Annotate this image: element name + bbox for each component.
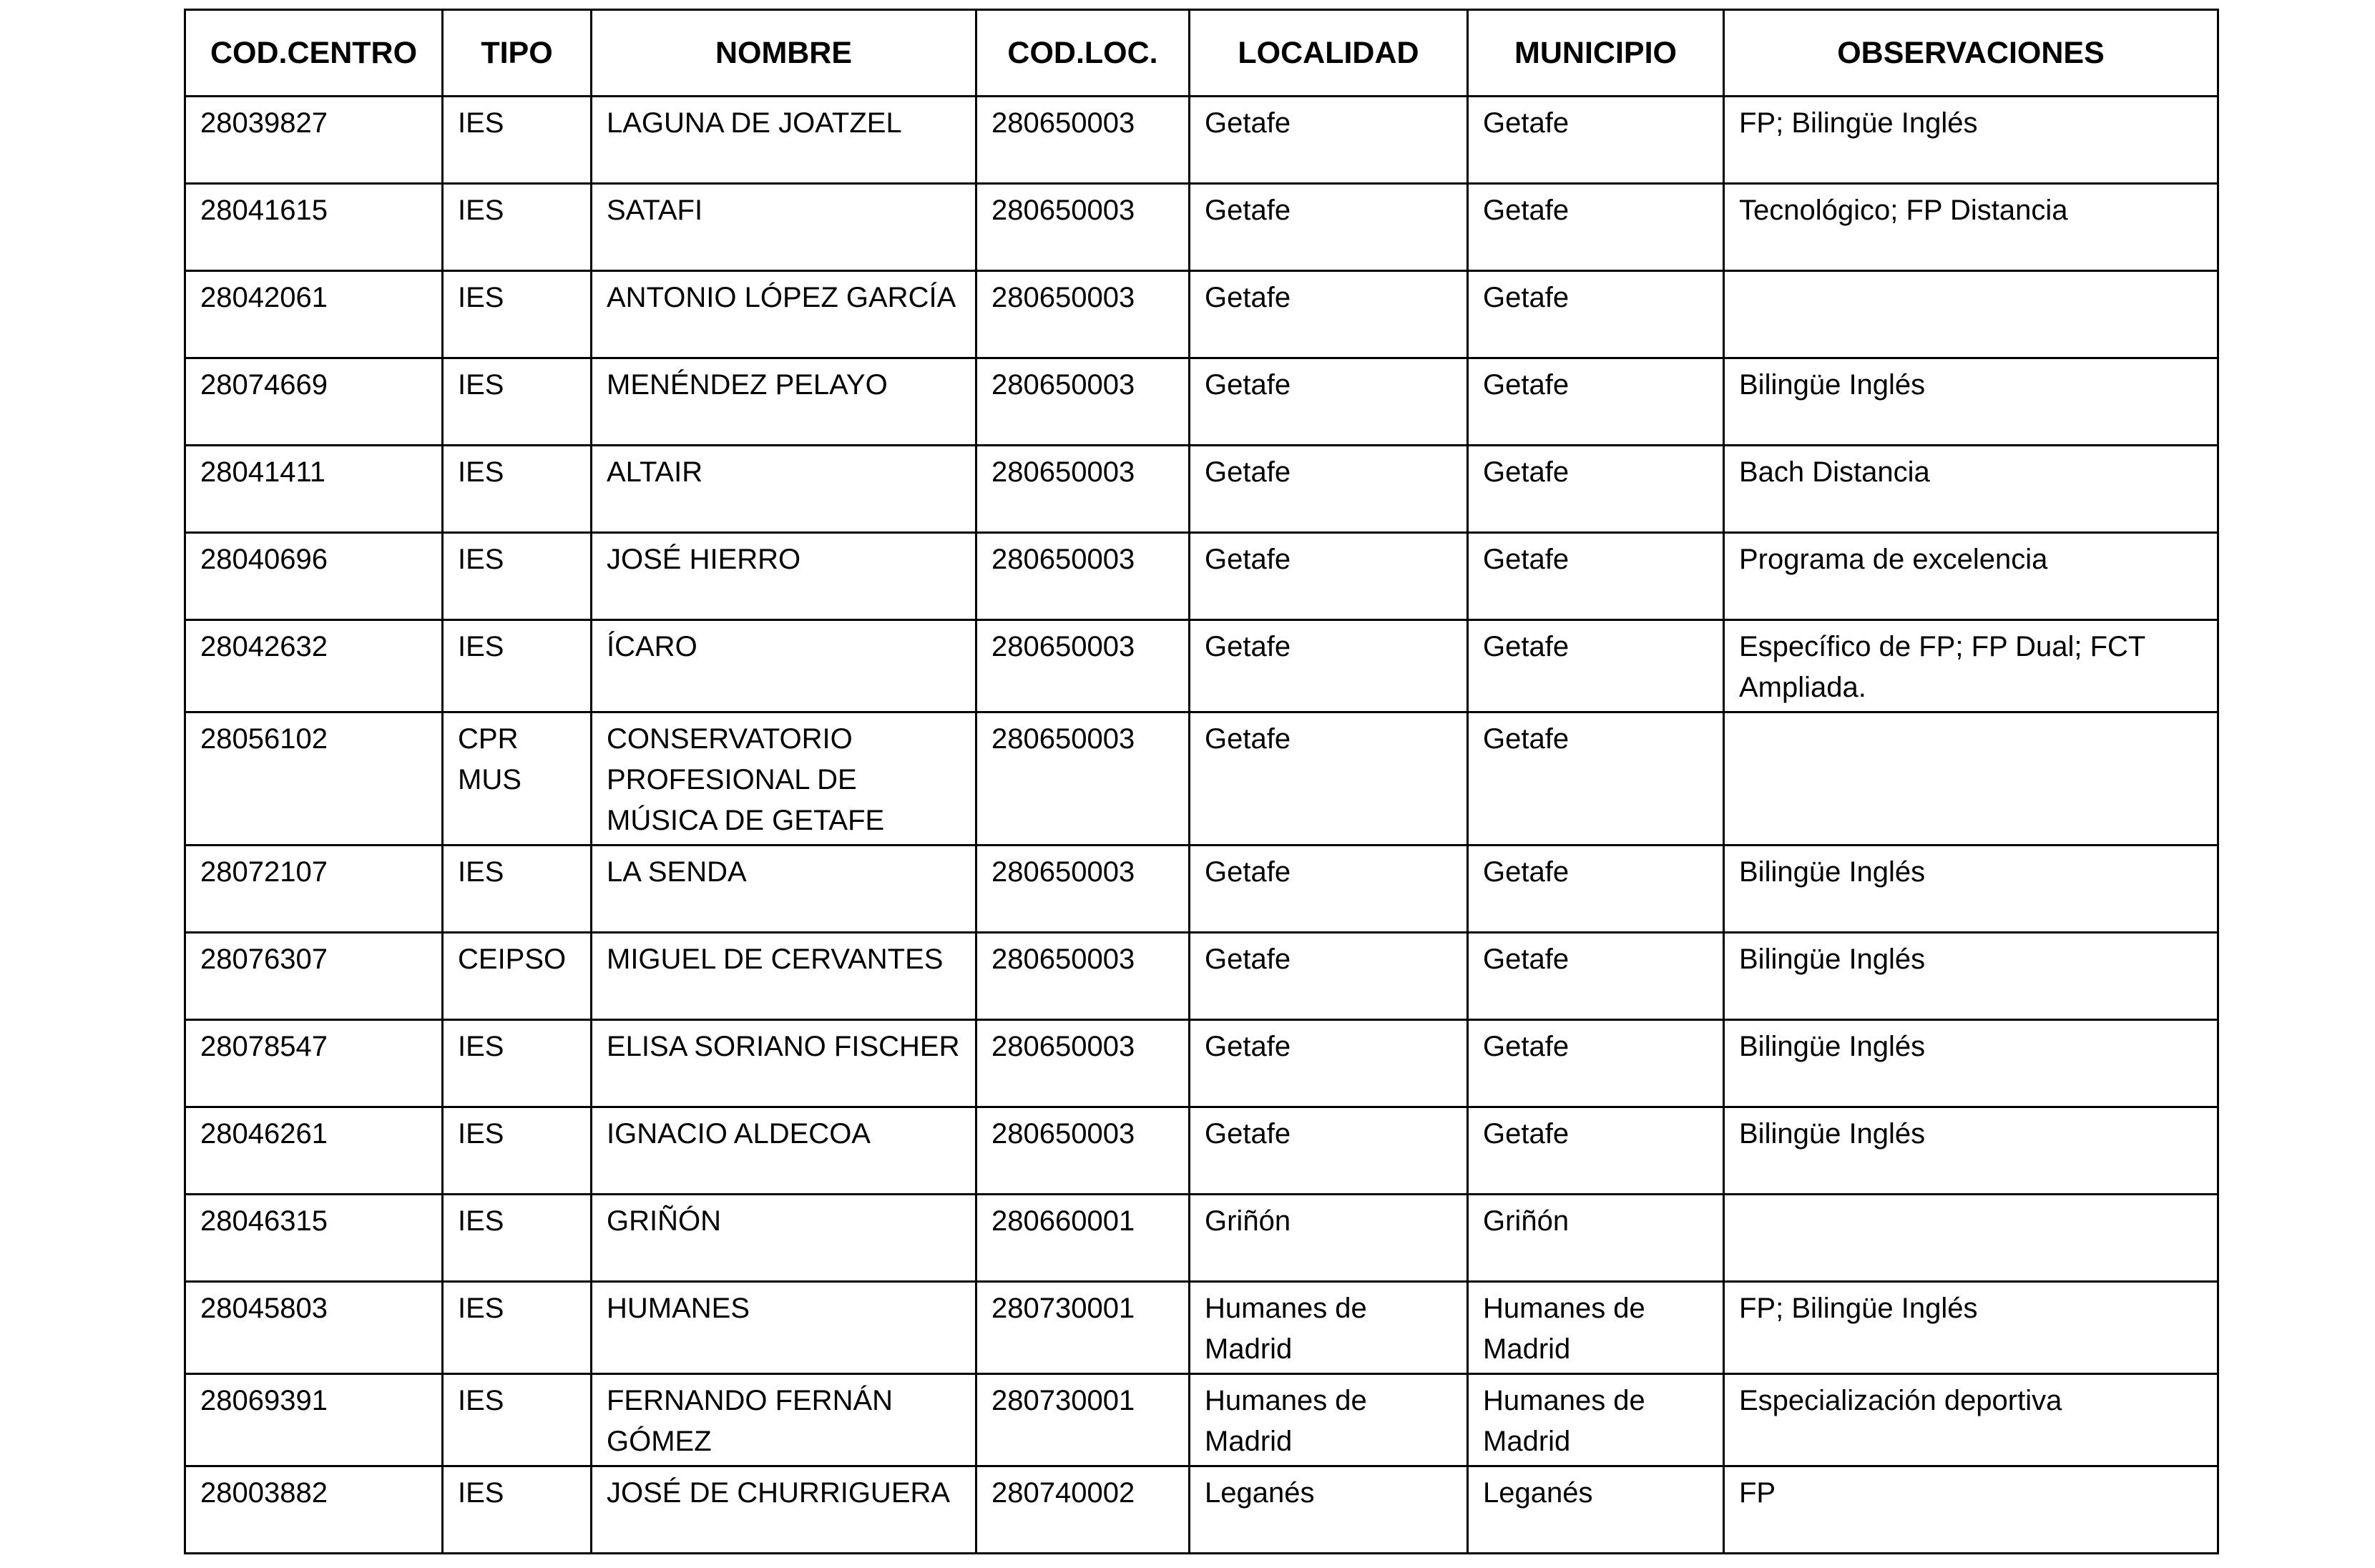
cell-nombre: ELISA SORIANO FISCHER [592, 1020, 976, 1107]
cell-municipio: Getafe [1468, 933, 1724, 1020]
cell-municipio: Getafe [1468, 358, 1724, 446]
cell-cod-centro: 28042632 [185, 620, 443, 712]
cell-nombre: HUMANES [592, 1282, 976, 1374]
cell-cod-loc: 280650003 [976, 933, 1190, 1020]
cell-observaciones: Programa de excelencia [1724, 533, 2218, 620]
cell-localidad: Getafe [1190, 358, 1468, 446]
cell-localidad: Getafe [1190, 933, 1468, 1020]
cell-municipio: Getafe [1468, 1020, 1724, 1107]
cell-cod-centro: 28072107 [185, 846, 443, 933]
header-row [185, 10, 2218, 97]
cell-observaciones: FP; Bilingüe Inglés [1724, 1282, 2218, 1374]
cell-cod-centro: 28056102 [185, 712, 443, 846]
cell-nombre: ANTONIO LÓPEZ GARCÍA [592, 271, 976, 358]
cell-cod-centro: 28074669 [185, 358, 443, 446]
cell-cod-loc: 280650003 [976, 1107, 1190, 1195]
cell-cod-loc: 280650003 [976, 712, 1190, 846]
table-row [185, 846, 2218, 933]
cell-cod-loc: 280650003 [976, 1020, 1190, 1107]
cell-observaciones: Bilingüe Inglés [1724, 1107, 2218, 1195]
cell-tipo: CPR MUS [443, 712, 592, 846]
cell-localidad: Getafe [1190, 446, 1468, 533]
cell-cod-loc: 280730001 [976, 1374, 1190, 1466]
table-row [185, 533, 2218, 620]
header-nombre: NOMBRE [592, 10, 976, 97]
cell-municipio: Getafe [1468, 712, 1724, 846]
cell-nombre: MIGUEL DE CERVANTES [592, 933, 976, 1020]
header-observaciones: OBSERVACIONES [1724, 10, 2218, 97]
cell-municipio: Humanes de Madrid [1468, 1374, 1724, 1466]
cell-nombre: JOSÉ HIERRO [592, 533, 976, 620]
cell-cod-loc: 280740002 [976, 1466, 1190, 1554]
cell-municipio: Getafe [1468, 184, 1724, 271]
table-row [185, 97, 2218, 184]
cell-cod-loc: 280650003 [976, 846, 1190, 933]
header-cod-centro: COD.CENTRO [185, 10, 443, 97]
cell-observaciones [1724, 1195, 2218, 1282]
cell-observaciones: FP; Bilingüe Inglés [1724, 97, 2218, 184]
cell-tipo: IES [443, 184, 592, 271]
header-municipio: MUNICIPIO [1468, 10, 1724, 97]
cell-cod-centro: 28076307 [185, 933, 443, 1020]
cell-cod-loc: 280650003 [976, 358, 1190, 446]
cell-municipio: Getafe [1468, 1107, 1724, 1195]
table-row [185, 358, 2218, 446]
cell-tipo: IES [443, 358, 592, 446]
cell-observaciones: Bilingüe Inglés [1724, 933, 2218, 1020]
cell-localidad: Humanes de Madrid [1190, 1282, 1468, 1374]
cell-tipo: IES [443, 97, 592, 184]
cell-localidad: Humanes de Madrid [1190, 1374, 1468, 1466]
cell-cod-loc: 280650003 [976, 446, 1190, 533]
cell-cod-centro: 28078547 [185, 1020, 443, 1107]
cell-municipio: Getafe [1468, 97, 1724, 184]
cell-tipo: IES [443, 446, 592, 533]
cell-observaciones [1724, 712, 2218, 846]
table-row [185, 184, 2218, 271]
cell-municipio: Humanes de Madrid [1468, 1282, 1724, 1374]
cell-nombre: ÍCARO [592, 620, 976, 712]
cell-tipo: IES [443, 846, 592, 933]
cell-localidad: Getafe [1190, 184, 1468, 271]
cell-municipio: Getafe [1468, 533, 1724, 620]
cell-localidad: Getafe [1190, 1020, 1468, 1107]
cell-nombre: ALTAIR [592, 446, 976, 533]
table-row [185, 271, 2218, 358]
cell-nombre: JOSÉ DE CHURRIGUERA [592, 1466, 976, 1554]
cell-tipo: IES [443, 1374, 592, 1466]
cell-municipio: Griñón [1468, 1195, 1724, 1282]
cell-tipo: IES [443, 533, 592, 620]
cell-tipo: IES [443, 620, 592, 712]
table-row [185, 1107, 2218, 1195]
cell-cod-centro: 28069391 [185, 1374, 443, 1466]
cell-observaciones: Especialización deportiva [1724, 1374, 2218, 1466]
cell-tipo: IES [443, 1020, 592, 1107]
cell-observaciones [1724, 271, 2218, 358]
table-row [185, 712, 2218, 846]
cell-tipo: CEIPSO [443, 933, 592, 1020]
header-tipo: TIPO [443, 10, 592, 97]
cell-localidad: Getafe [1190, 620, 1468, 712]
cell-cod-loc: 280650003 [976, 184, 1190, 271]
cell-municipio: Leganés [1468, 1466, 1724, 1554]
cell-cod-loc: 280650003 [976, 271, 1190, 358]
cell-tipo: IES [443, 1466, 592, 1554]
cell-cod-centro: 28046315 [185, 1195, 443, 1282]
cell-localidad: Getafe [1190, 97, 1468, 184]
cell-nombre: GRIÑÓN [592, 1195, 976, 1282]
cell-observaciones: Tecnológico; FP Distancia [1724, 184, 2218, 271]
cell-nombre: IGNACIO ALDECOA [592, 1107, 976, 1195]
cell-cod-loc: 280650003 [976, 620, 1190, 712]
cell-cod-loc: 280660001 [976, 1195, 1190, 1282]
cell-municipio: Getafe [1468, 446, 1724, 533]
cell-nombre: LAGUNA DE JOATZEL [592, 97, 976, 184]
table-row [185, 933, 2218, 1020]
table-row [185, 1195, 2218, 1282]
cell-localidad: Getafe [1190, 712, 1468, 846]
table-row [185, 446, 2218, 533]
cell-localidad: Getafe [1190, 846, 1468, 933]
cell-observaciones: Bach Distancia [1724, 446, 2218, 533]
cell-tipo: IES [443, 1195, 592, 1282]
cell-observaciones: FP [1724, 1466, 2218, 1554]
cell-observaciones: Específico de FP; FP Dual; FCT Ampliada. [1724, 620, 2218, 712]
cell-observaciones: Bilingüe Inglés [1724, 846, 2218, 933]
cell-municipio: Getafe [1468, 620, 1724, 712]
cell-cod-centro: 28041411 [185, 446, 443, 533]
cell-nombre: MENÉNDEZ PELAYO [592, 358, 976, 446]
cell-cod-loc: 280650003 [976, 97, 1190, 184]
cell-cod-centro: 28041615 [185, 184, 443, 271]
cell-nombre: SATAFI [592, 184, 976, 271]
cell-cod-loc: 280730001 [976, 1282, 1190, 1374]
cell-tipo: IES [443, 271, 592, 358]
table-body [185, 97, 2218, 1554]
cell-cod-centro: 28039827 [185, 97, 443, 184]
header-cod-loc: COD.LOC. [976, 10, 1190, 97]
cell-cod-centro: 28045803 [185, 1282, 443, 1374]
cell-nombre: CONSERVATORIO PROFESIONAL DE MÚSICA DE GETAFE [592, 712, 976, 846]
cell-cod-centro: 28046261 [185, 1107, 443, 1195]
table-row [185, 1020, 2218, 1107]
centers-table [184, 9, 2219, 1554]
cell-tipo: IES [443, 1282, 592, 1374]
cell-localidad: Leganés [1190, 1466, 1468, 1554]
cell-cod-centro: 28040696 [185, 533, 443, 620]
table-row [185, 1466, 2218, 1554]
cell-localidad: Getafe [1190, 271, 1468, 358]
cell-cod-centro: 28003882 [185, 1466, 443, 1554]
cell-cod-loc: 280650003 [976, 533, 1190, 620]
cell-nombre: FERNANDO FERNÁN GÓMEZ [592, 1374, 976, 1466]
cell-observaciones: Bilingüe Inglés [1724, 1020, 2218, 1107]
cell-localidad: Getafe [1190, 1107, 1468, 1195]
cell-nombre: LA SENDA [592, 846, 976, 933]
header-localidad: LOCALIDAD [1190, 10, 1468, 97]
cell-localidad: Getafe [1190, 533, 1468, 620]
table-row [185, 620, 2218, 712]
cell-localidad: Griñón [1190, 1195, 1468, 1282]
cell-tipo: IES [443, 1107, 592, 1195]
cell-observaciones: Bilingüe Inglés [1724, 358, 2218, 446]
cell-cod-centro: 28042061 [185, 271, 443, 358]
cell-municipio: Getafe [1468, 271, 1724, 358]
cell-municipio: Getafe [1468, 846, 1724, 933]
table-row [185, 1282, 2218, 1374]
table-row [185, 1374, 2218, 1466]
